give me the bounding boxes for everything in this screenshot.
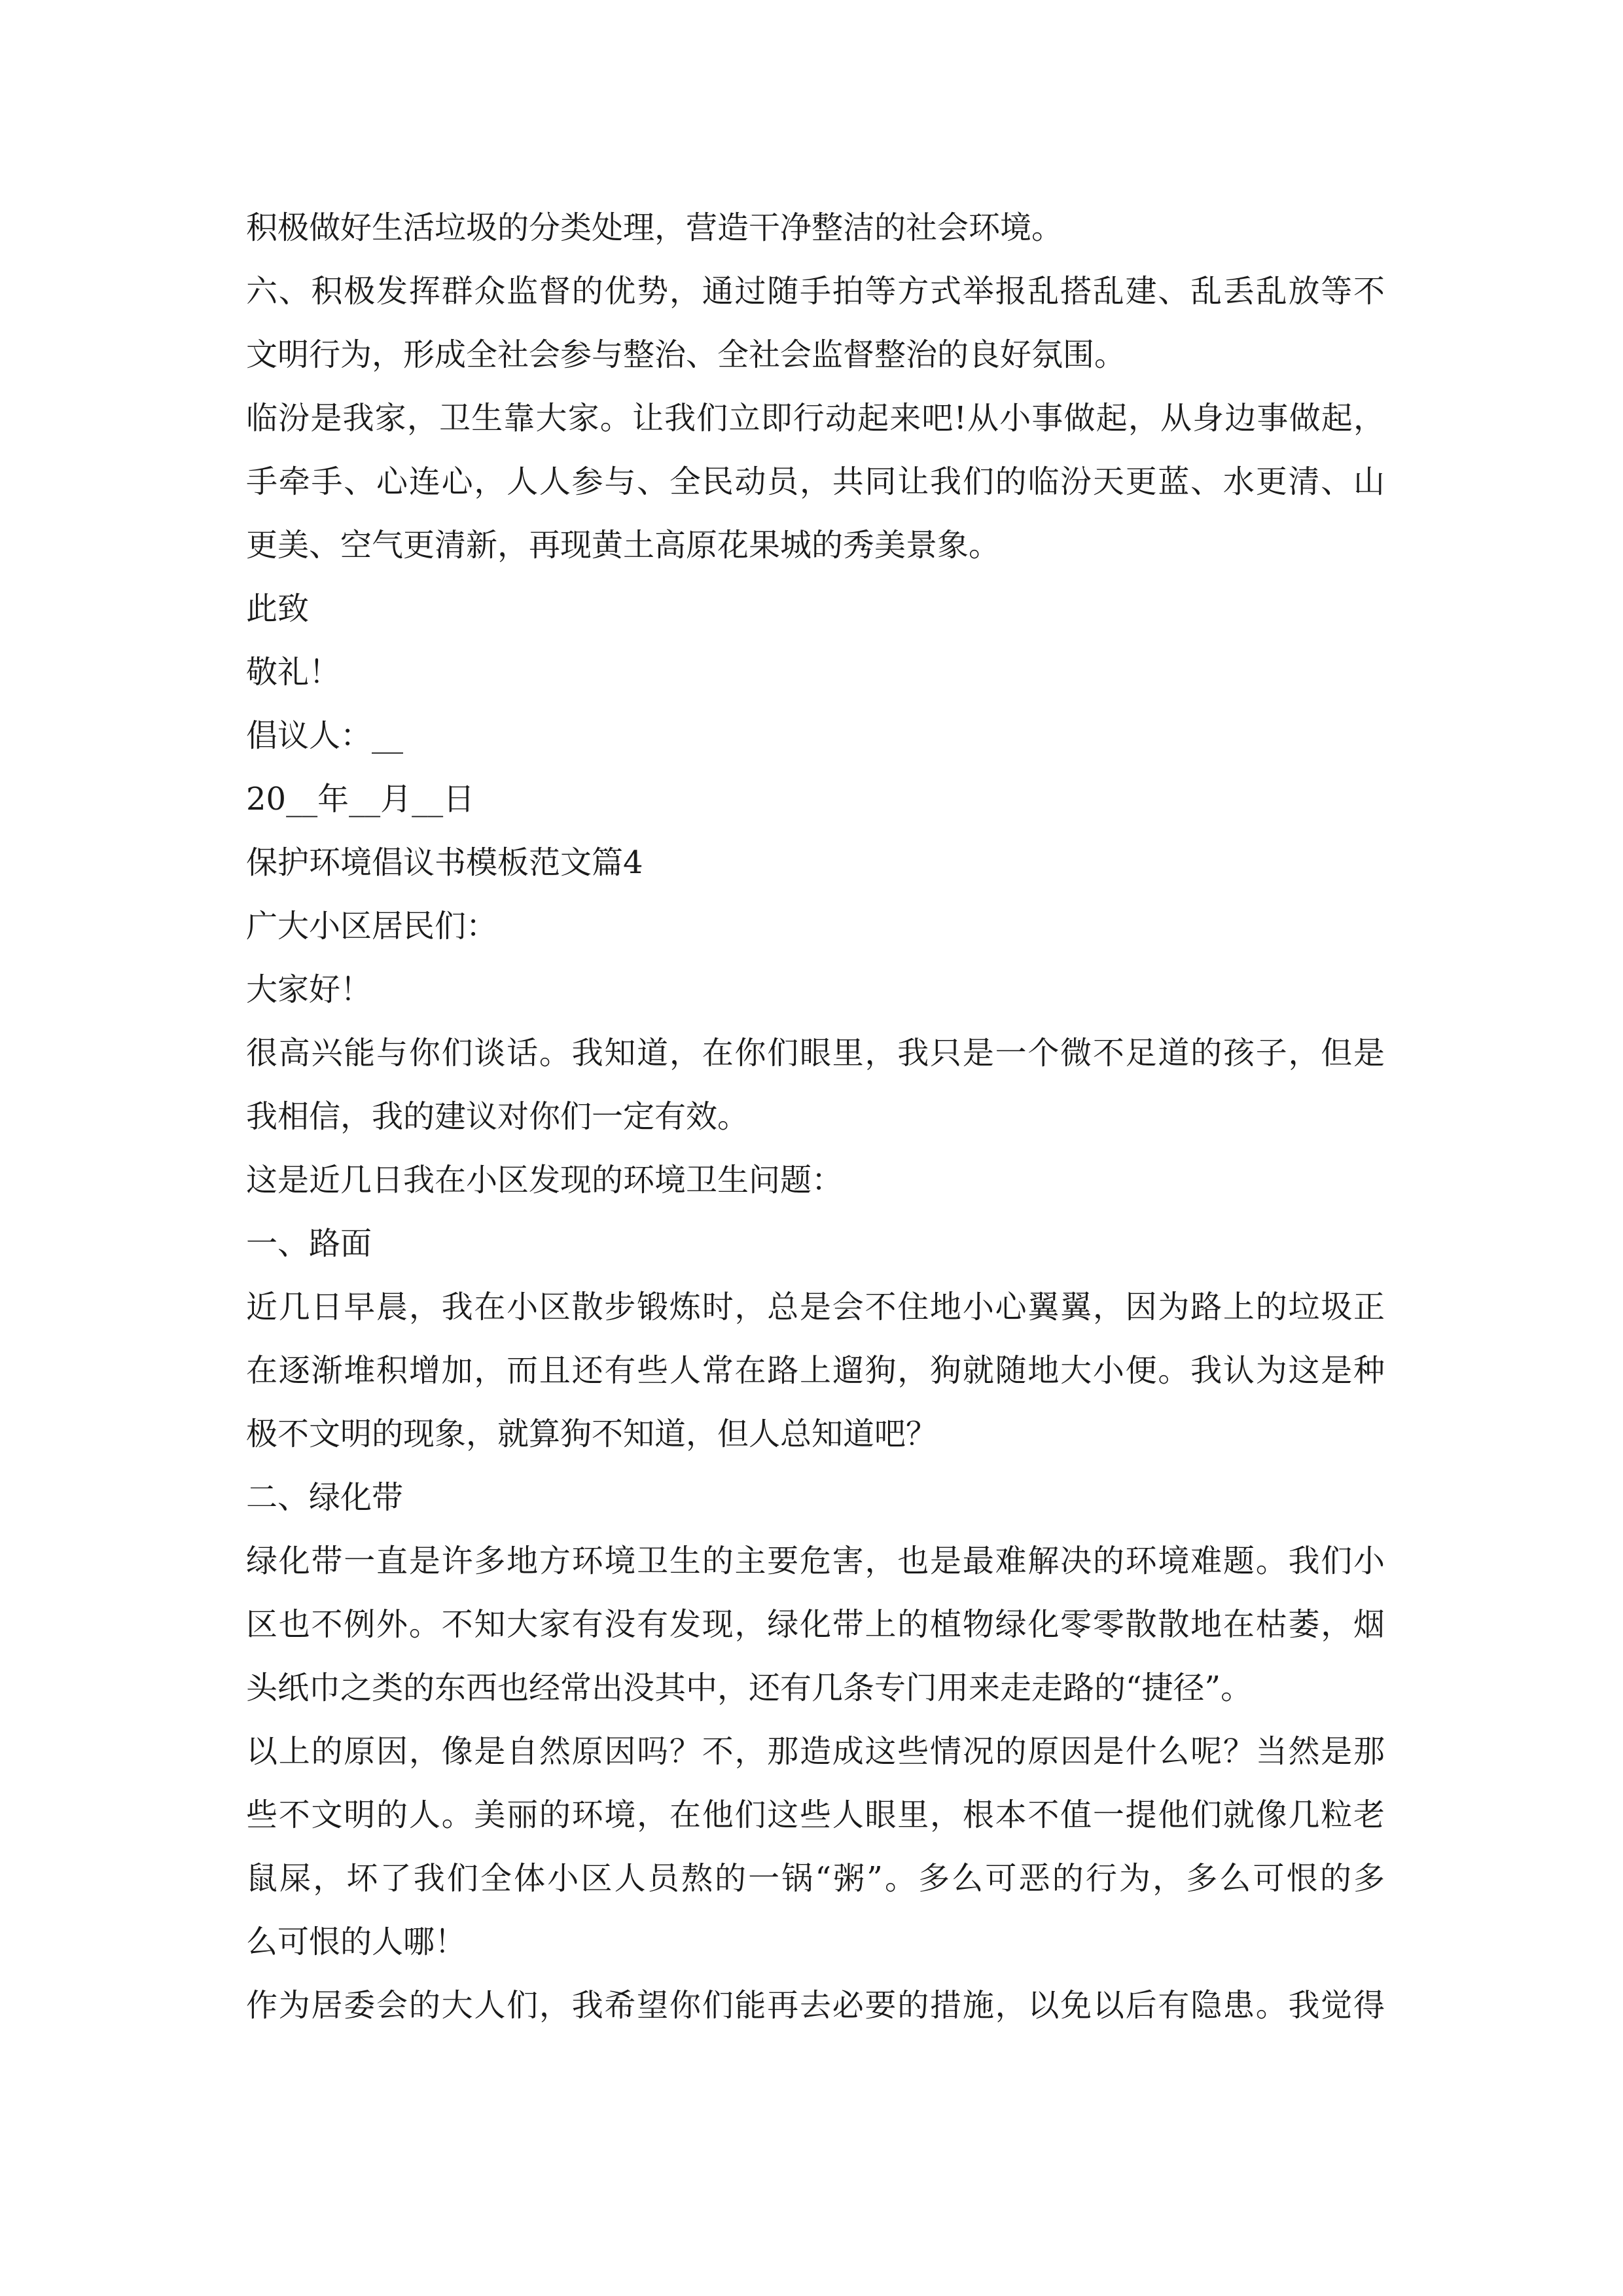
section-title: 保护环境倡议书模板范文篇4 [246, 844, 643, 881]
text-line: 积极做好生活垃圾的分类处理，营造干净整洁的社会环境。 [246, 209, 1063, 246]
text-line: 以上的原因，像是自然原因吗？不，那造成这些情况的原因是什么呢？当然是那 [246, 1733, 1385, 1770]
subheading: 一、路面 [246, 1225, 372, 1262]
text-line: 近几日早晨，我在小区散步锻炼时，总是会不住地小心翼翼，因为路上的垃圾正 [246, 1289, 1385, 1325]
text-line: 我相信，我的建议对你们一定有效。 [246, 1098, 749, 1135]
text-line: 这是近几日我在小区发现的环境卫生问题： [246, 1162, 844, 1198]
text-line: 更美、空气更清新，再现黄土高原花果城的秀美景象。 [246, 527, 1001, 564]
text-line: 六、积极发挥群众监督的优势，通过随手拍等方式举报乱搭乱建、乱丢乱放等不 [246, 273, 1385, 310]
text-line: 头纸巾之类的东西也经常出没其中，还有几条专门用来走走路的“捷径”。 [246, 1670, 1253, 1706]
closing-respect: 敬礼！ [246, 654, 341, 691]
text-line: 么可恨的人哪！ [246, 1924, 467, 1960]
text-line: 极不文明的现象，就算狗不知道，但人总知道吧？ [246, 1416, 938, 1452]
text-line: 作为居委会的大人们，我希望你们能再去必要的措施，以免以后有隐患。我觉得 [246, 1987, 1385, 2024]
text-line: 绿化带一直是许多地方环境卫生的主要危害，也是最难解决的环境难题。我们小 [246, 1543, 1385, 1579]
subheading: 二、绿化带 [246, 1479, 404, 1516]
text-line: 些不文明的人。美丽的环境，在他们这些人眼里，根本不值一提他们就像几粒老 [246, 1797, 1385, 1833]
text-line: 手牵手、心连心，人人参与、全民动员，共同让我们的临汾天更蓝、水更清、山 [246, 463, 1385, 500]
text-line: 很高兴能与你们谈话。我知道，在你们眼里，我只是一个微不足道的孩子，但是 [246, 1035, 1385, 1071]
closing-salutation: 此致 [246, 590, 310, 627]
document-body [246, 196, 1385, 2037]
text-line: 在逐渐堆积增加，而且还有些人常在路上遛狗，狗就随地大小便。我认为这是种 [246, 1352, 1385, 1389]
text-line: 鼠屎，坏了我们全体小区人员熬的一锅“粥”。多么可恶的行为，多么可恨的多 [246, 1860, 1385, 1897]
date-line: 20__年__月__日 [246, 781, 475, 817]
text-line: 区也不例外。不知大家有没有发现，绿化带上的植物绿化零零散散地在枯萎，烟 [246, 1606, 1385, 1643]
text-line: 临汾是我家，卫生靠大家。让我们立即行动起来吧!从小事做起，从身边事做起， [246, 400, 1385, 437]
text-line: 文明行为，形成全社会参与整治、全社会监督整治的良好氛围。 [246, 336, 1126, 373]
greeting: 大家好！ [246, 971, 372, 1008]
signature-line: 倡议人：__ [246, 717, 404, 754]
greeting-recipient: 广大小区居民们： [246, 908, 498, 944]
